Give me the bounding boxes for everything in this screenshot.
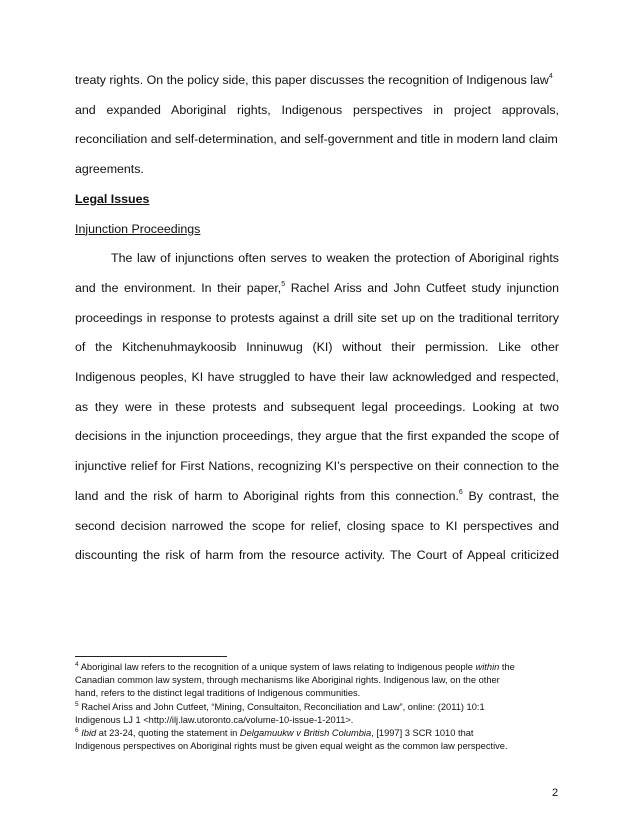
text-line: treaty rights. On the policy side, this paper discusses the recognition of Indigenous law$^4$ xyxy=(75,73,553,87)
footnote-ref-5[interactable]: 5 xyxy=(281,280,286,288)
text-line: reconciliation and self-determination, and self-government and title in modern land claim xyxy=(75,132,558,147)
footnote-number: 5 xyxy=(75,700,79,708)
footnotes xyxy=(75,661,565,753)
footnote-5: $^5$ Rachel Ariss and John Cutfeet, “Mining, Consultaiton, Reconciliation and Law”, online: (2011) 10:1 Indigenous LJ 1 <http://ilj.law.utoronto.ca/volume-10-issue-1-2011>. xyxy=(75,700,485,725)
footnote-link[interactable]: Indigenous LJ 1 <http://ilj.law.utoronto.ca/volume-10-issue-1-2011>. xyxy=(75,714,354,725)
footnote-number: 6 xyxy=(75,727,79,735)
text-line: land and the risk of harm to Aboriginal rights from this connection.$^6$ By contrast, the xyxy=(75,488,560,503)
text-line: as they were in these protests and subsequent legal proceedings. Looking at two xyxy=(75,399,559,414)
footnote-4: $^4$ Aboriginal law refers to the recognition of a unique system of laws relating to Indigenous people within the Canadian common law system, through mechanisms like Aboriginal rights. Indigenous law, on the other hand, refers to the distinct legal traditions of Indigenous communities. xyxy=(75,661,515,699)
text-line: and the environment. In their paper,$^5$ Rachel Ariss and John Cutfeet study injunction xyxy=(75,280,559,295)
text-line: agreements. xyxy=(75,162,144,177)
page-number: 2 xyxy=(552,787,559,799)
footnote-6: $^6$ Ibid at 23-24, quoting the statement in Delgamuukw v British Columbia, [1997] 3 SCR 1010 that Indigenous perspectives on Aboriginal rights must be given equal weight as the common law perspective. xyxy=(75,727,508,752)
footnote-ref-6[interactable]: 6 xyxy=(458,488,463,496)
text-line: injunctive relief for First Nations, recognizing KI’s perspective on their connection to the xyxy=(75,459,559,474)
section-heading: Legal Issues xyxy=(75,191,150,206)
text-line: second decision narrowed the scope for relief, closing space to KI perspectives and xyxy=(75,518,559,533)
text-line: and expanded Aboriginal rights, Indigenous perspectives in project approvals, xyxy=(75,102,559,117)
text-line: discounting the risk of harm from the resource activity. The Court of Appeal criticized xyxy=(75,548,559,563)
text-line: Indigenous peoples, KI have struggled to have their law acknowledged and respected, xyxy=(75,370,559,385)
footnote-ref-4[interactable]: 4 xyxy=(548,73,553,80)
text-line: proceedings in response to protests against a drill site set up on the traditional territory xyxy=(75,310,559,325)
text-line: decisions in the injunction proceedings, they argue that the first expanded the scope of xyxy=(75,429,559,444)
footnote-separator xyxy=(75,656,227,657)
subsection-heading: Injunction Proceedings xyxy=(75,221,201,236)
text-line: The law of injunctions often serves to weaken the protection of Aboriginal rights xyxy=(111,251,559,266)
text-line: of the Kitchenuhmaykoosib Inninuwug (KI) without their permission. Like other xyxy=(75,340,559,355)
footnote-number: 4 xyxy=(75,661,79,668)
body-text xyxy=(75,66,559,571)
